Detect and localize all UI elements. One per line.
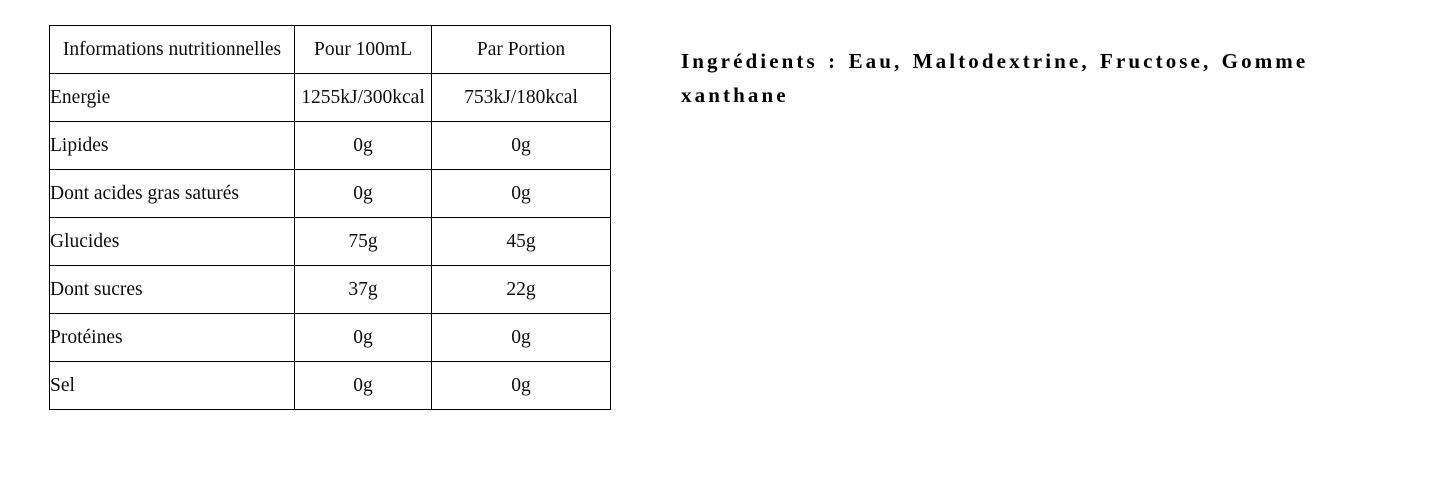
row-value-per-portion: 0g [432,362,611,410]
nutrition-table-container [49,25,610,410]
row-value-per-100ml: 75g [295,218,432,266]
row-label: Protéines [50,314,295,362]
header-cell-info: Informations nutritionnelles [50,26,295,74]
row-label: Lipides [50,122,295,170]
row-value-per-100ml: 1255kJ/300kcal [295,74,432,122]
row-value-per-portion: 0g [432,122,611,170]
table-row [50,314,611,362]
row-value-per-100ml: 0g [295,170,432,218]
nutrition-table [49,25,611,410]
row-value-per-portion: 45g [432,218,611,266]
row-label: Glucides [50,218,295,266]
table-row [50,266,611,314]
row-value-per-100ml: 0g [295,122,432,170]
table-row [50,170,611,218]
row-value-per-100ml: 37g [295,266,432,314]
table-row [50,218,611,266]
row-value-per-portion: 0g [432,170,611,218]
row-label: Dont acides gras saturés [50,170,295,218]
table-row [50,122,611,170]
ingredients-text: Ingrédients : Eau, Maltodextrine, Fructose, Gomme xanthane [681,49,1309,107]
row-label: Dont sucres [50,266,295,314]
row-label: Energie [50,74,295,122]
table-header-row [50,26,611,74]
row-value-per-portion: 753kJ/180kcal [432,74,611,122]
header-cell-per-portion: Par Portion [432,26,611,74]
row-value-per-100ml: 0g [295,314,432,362]
row-value-per-100ml: 0g [295,362,432,410]
header-cell-per-100ml: Pour 100mL [295,26,432,74]
row-value-per-portion: 0g [432,314,611,362]
table-row [50,362,611,410]
row-value-per-portion: 22g [432,266,611,314]
row-label: Sel [50,362,295,410]
table-row [50,74,611,122]
